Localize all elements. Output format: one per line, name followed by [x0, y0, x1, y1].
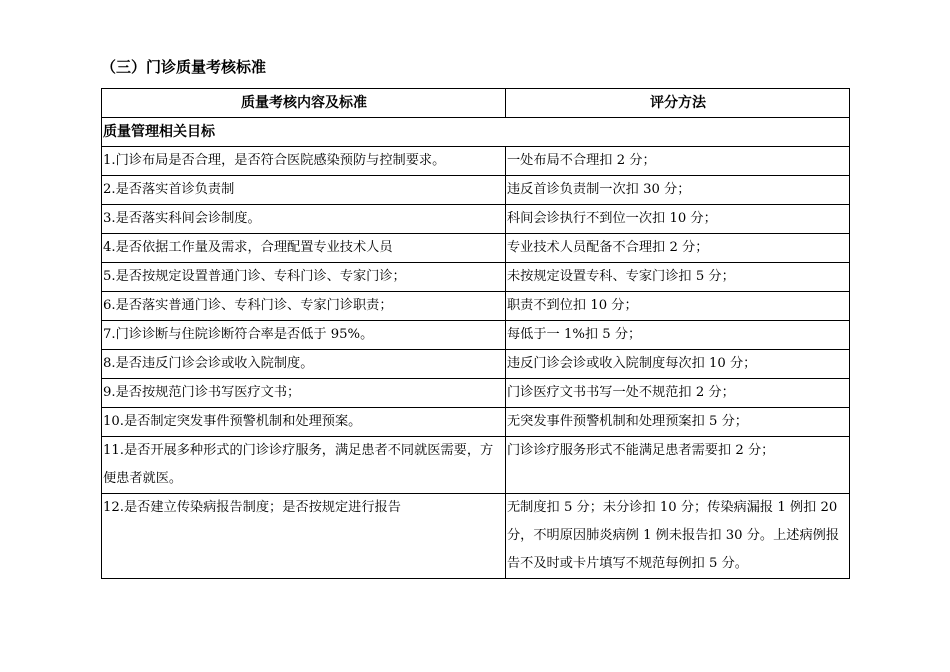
table-header-row — [102, 89, 850, 118]
scoring-cell: 违反首诊负责制一次扣 30 分； — [506, 176, 850, 205]
content-cell: 5.是否按规定设置普通门诊、专科门诊、专家门诊； — [102, 263, 506, 292]
content-cell: 7.门诊诊断与住院诊断符合率是否低于 95%。 — [102, 321, 506, 350]
table-row — [102, 176, 850, 205]
header-content: 质量考核内容及标准 — [102, 89, 506, 118]
content-cell: 11.是否开展多种形式的门诊诊疗服务，满足患者不同就医需要，方便患者就医。 — [102, 437, 506, 494]
section-title: 质量管理相关目标 — [102, 118, 850, 147]
content-cell: 12.是否建立传染病报告制度；是否按规定进行报告 — [102, 494, 506, 579]
content-cell: 4.是否依据工作量及需求，合理配置专业技术人员 — [102, 234, 506, 263]
scoring-cell: 门诊医疗文书书写一处不规范扣 2 分； — [506, 379, 850, 408]
table-row — [102, 321, 850, 350]
scoring-cell: 未按规定设置专科、专家门诊扣 5 分； — [506, 263, 850, 292]
table-row — [102, 494, 850, 579]
table-row — [102, 408, 850, 437]
content-cell: 3.是否落实科间会诊制度。 — [102, 205, 506, 234]
table-row — [102, 263, 850, 292]
scoring-cell: 门诊诊疗服务形式不能满足患者需要扣 2 分； — [506, 437, 850, 494]
table-row — [102, 292, 850, 321]
scoring-cell: 一处布局不合理扣 2 分； — [506, 147, 850, 176]
page-title: （三）门诊质量考核标准 — [101, 58, 267, 76]
assessment-table — [101, 88, 850, 579]
content-cell: 2.是否落实首诊负责制 — [102, 176, 506, 205]
scoring-cell: 科间会诊执行不到位一次扣 10 分； — [506, 205, 850, 234]
header-scoring: 评分方法 — [506, 89, 850, 118]
content-cell: 6.是否落实普通门诊、专科门诊、专家门诊职责； — [102, 292, 506, 321]
scoring-cell: 专业技术人员配备不合理扣 2 分； — [506, 234, 850, 263]
scoring-cell: 每低于一 1%扣 5 分； — [506, 321, 850, 350]
content-cell: 8.是否违反门诊会诊或收入院制度。 — [102, 350, 506, 379]
table-row — [102, 205, 850, 234]
scoring-cell: 无突发事件预警机制和处理预案扣 5 分； — [506, 408, 850, 437]
table-row — [102, 437, 850, 494]
table-row — [102, 379, 850, 408]
scoring-cell: 违反门诊会诊或收入院制度每次扣 10 分； — [506, 350, 850, 379]
table-row — [102, 350, 850, 379]
table-row — [102, 147, 850, 176]
table-row — [102, 234, 850, 263]
scoring-cell: 职责不到位扣 10 分； — [506, 292, 850, 321]
scoring-cell: 无制度扣 5 分；未分诊扣 10 分；传染病漏报 1 例扣 20 分，不明原因肺炎病例 1 例未报告扣 30 分。上述病例报告不及时或卡片填写不规范每例扣 5 分。 — [506, 494, 850, 579]
content-cell: 1.门诊布局是否合理，是否符合医院感染预防与控制要求。 — [102, 147, 506, 176]
content-cell: 9.是否按规范门诊书写医疗文书； — [102, 379, 506, 408]
section-row — [102, 118, 850, 147]
content-cell: 10.是否制定突发事件预警机制和处理预案。 — [102, 408, 506, 437]
